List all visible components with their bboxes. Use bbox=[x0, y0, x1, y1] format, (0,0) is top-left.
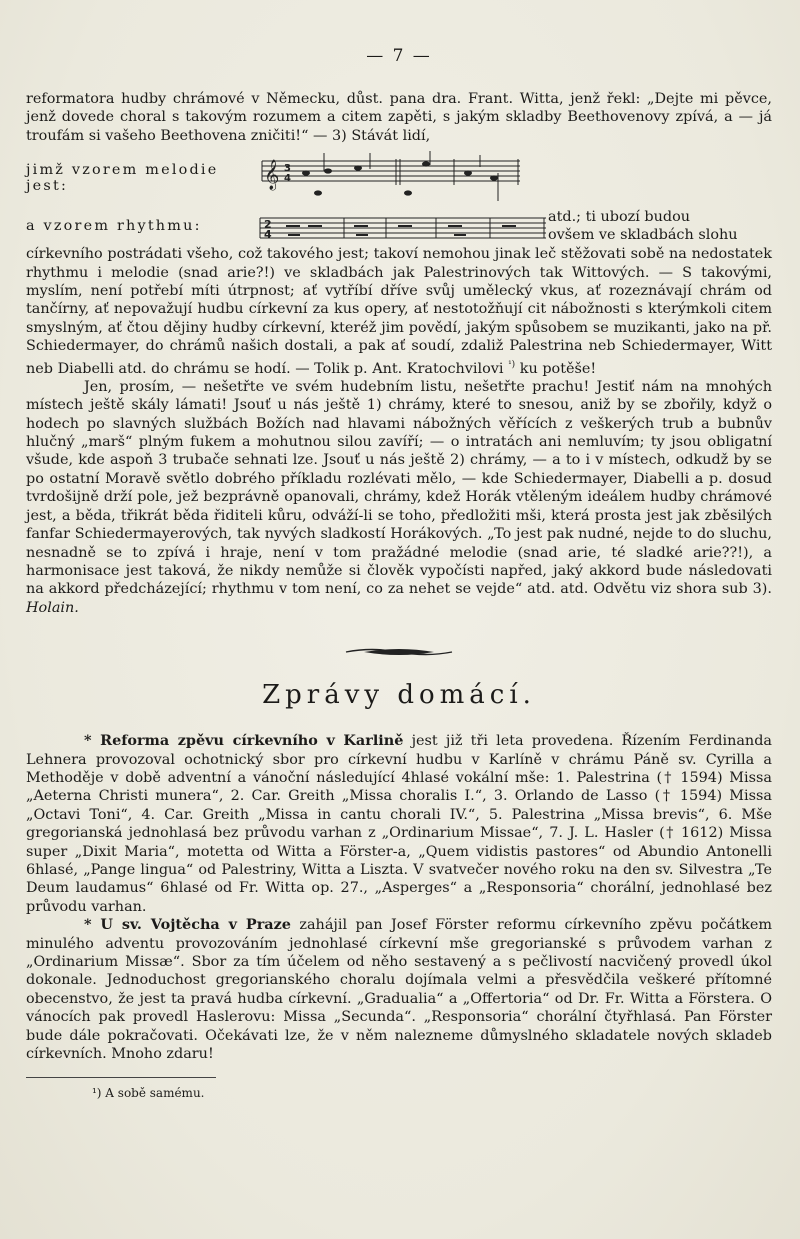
rhythm-label: a vzorem rhythmu: bbox=[26, 218, 202, 235]
paragraph-continued bbox=[26, 245, 772, 378]
rhythm-example bbox=[26, 207, 772, 245]
rhythm-tail-line-1: atd.; ti ubozí budou bbox=[548, 208, 691, 225]
paragraph-continued-text: církevního postrádati všeho, což takového jest; takoví nemohou jinak leč stěžovati sobě na nedostatek rhythmu i melodie (snad arie?!) ve skladbách jak Palestrinových tak Wittových. — S takovými, myslím, není potřebí míti útrpnost; ať vytříbí dříve svůj umělecký vkus, ať rozeznávají chrám od tančírny, ať nepovažují hudbu církevní za kus opery, ať nestotožňují cit nábožnosti s kterýmkoli citem smyslným, ať čtou dějiny hudby církevní, kteréž jim povědí, jakým spůsobem se muzikanti, jako na př. Schiedermayer, do chrámů našich dostali, a pak ať soudí, zdaliž Palestrina neb Schiedermayer, Witt neb Diabelli atd. do chrámu se hodí. — Tolik p. Ant. Kratochvilovi bbox=[26, 246, 772, 377]
news-item-karlin bbox=[26, 732, 772, 916]
melody-label: jimž vzorem melodie jest: bbox=[26, 162, 219, 195]
ornament-image bbox=[344, 646, 454, 658]
news-item-karlin-heading: * Reforma zpěvu církevního v Karlině bbox=[84, 732, 404, 750]
footnote-reference: ¹) bbox=[508, 359, 516, 370]
svg-text:4: 4 bbox=[284, 173, 291, 185]
news-item-vojtech-text: zahájil pan Josef Förster reformu církevního zpěvu počátkem minulého adventu provozováním jednohlasé církevní mše gregorianské s průvodem varhan z „Ordinarium Missæ“. Sbor za tím účelem od něho sestavený a s pečlivostí nacvičený provedl úkol dokonale. Jednoduchost gregorianského choralu dojímala velmi a přesvědčila veškeré přítomné obecenstvo, že jest ta pravá hudba církevní. „Gradualia“ a „Offertoria“ od Dr. Fr. Witta a Förstera. O vánocích pak provedl Haslerovu: Missa „Secunda“. „Responsoria“ chorální čtyřhlasá. Pan Förster bude dále pokračovati. Očekávati lze, že v něm nalezneme důmyslného skladatele nových skladeb církevních. Mnoho zdaru! bbox=[26, 917, 772, 1063]
svg-text:2: 2 bbox=[264, 218, 272, 232]
page-number: — 7 — bbox=[366, 46, 432, 66]
rhythm-notation-image bbox=[258, 208, 548, 244]
news-item-vojtech bbox=[26, 916, 772, 1063]
svg-text:4: 4 bbox=[264, 228, 272, 242]
paragraph-second-text: Jen, prosím, — nešetřte ve svém hudebním listu, nešetřte prachu! Jestiť nám na mnohých místech ještě skály lámati! Jsouť u nás ještě 1) chrámy, které to snesou, aniž by se zbořily, když o hodech po slavných službách Božích nad hlavami nábožných věřících z veškerých trub a bubnův hlučný „marš“ plným fukem a mohutnou silou zavíří; — o intratách ani nemluvím; ty jsou obligatní všude, kde aspoň 3 trubače sehnati lze. Jsouť u nás ještě 2) chrámy, — a to i v místech, odkudž by se po ostatní Moravě světlo dobrého příkladu rozlévati mělo, — kde Schiedermayer, Diabelli a p. dosud tvrdošijně drží pole, jež bezprávně opanovali, chrámy, kdež Horák vtěleným ideálem hudby chrámové jest, a běda, třikrát běda řiditeli kůru, odváží-li se toho, předložiti mši, která prosta jest jak zběsilých fanfar Schiedermayerových, tak nyvých sladkostí Horákových. „To jest pak nudné, nejde to do sluchu, nesnadně se to zpívá i hraje, není v tom pražádné melodie (snad arie, té sladké arie??!), a harmonisace jest taková, že nikdy nemůže si člověk vypočísti napřed, jaký akkord bude následovati na akkord předcházející; rhythmu v tom není, co za nehet se vejde“ atd. atd. Odvětu viz shora sub 3). bbox=[26, 378, 772, 598]
author-signature: Holain. bbox=[26, 599, 79, 616]
svg-text:𝄞: 𝄞 bbox=[264, 160, 280, 191]
news-item-vojtech-heading: * U sv. Vojtěcha v Praze bbox=[84, 916, 291, 934]
news-item-karlin-text: jest již tři leta provedena. Řízením Ferdinanda Lehnera provozoval ochotnický sbor pro církevní hudbu v Karlíně v chrámu Páně sv. Cyrilla a Methoděje v době adventní a vánoční následující 4hlasé vokální mše: 1. Palestrina († 1594) Missa „Aeterna Christi munera“, 2. Car. Greith „Missa choralis I.“, 3. Orlando de Lasso († 1594) Missa „Octavi Toni“, 4. Car. Greith „Missa in cantu chorali IV.“, 5. Palestrina „Missa brevis“, 6. Mše gregorianská jednohlasá bez průvodu varhan z „Ordinarium Missae“, 7. J. L. Hasler († 1612) Missa super „Dixit Maria“, motetta od Witta a Förster-a, „Quem vidistis pastores“ od Abundio Antonelli 6hlasé, „Pange lingua“ od Palestriny, Witta a Liszta. V svatvečer nového roku na den sv. Silvestra „Te Deum laudamus“ 6hlasé od Fr. Witta op. 27., „Asperges“ a „Responsoria“ chorální, jednohlasé bez průvodu varhan. bbox=[26, 733, 772, 915]
paragraph-continued-end: ku potěše! bbox=[519, 360, 597, 377]
melody-example bbox=[26, 151, 772, 205]
paragraph-second bbox=[26, 378, 772, 617]
melody-notation-image bbox=[258, 151, 528, 205]
rhythm-tail-line-2: ovšem ve skladbách slohu bbox=[548, 227, 738, 244]
section-title: Zprávy domácí. bbox=[262, 680, 536, 711]
svg-text:3: 3 bbox=[284, 163, 291, 175]
ornament-divider bbox=[26, 643, 772, 662]
footnote: ¹) A sobě samému. bbox=[92, 1086, 205, 1101]
paragraph-intro: reformatora hudby chrámové v Německu, důst. pana dra. Frant. Witta, jenž řekl: „Dejte mi pěvce, jenž dovede choral s takovým rozumem a citem zapěti, s jakým skladby Beethovenovy zpívá, a — já troufám si vašeho Beethovena zničiti!“ — 3) Stávát lidí, bbox=[26, 91, 772, 144]
rhythm-tail-text bbox=[548, 208, 772, 245]
footnote-divider bbox=[26, 1077, 216, 1078]
